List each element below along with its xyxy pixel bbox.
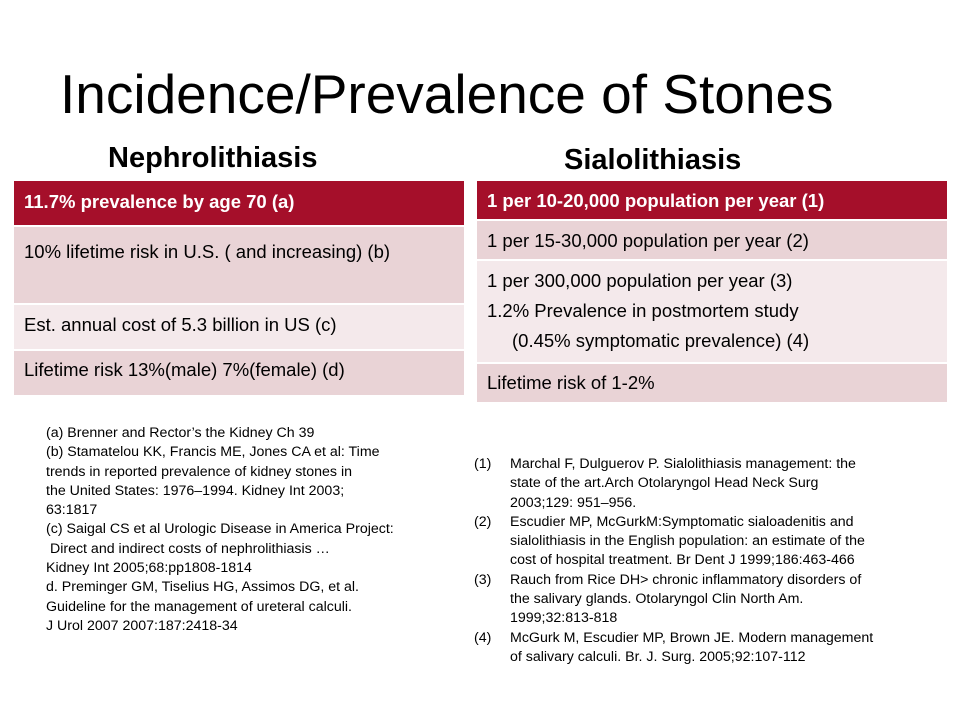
reference-number: (1) (474, 456, 492, 472)
sialolithiasis-references (474, 455, 873, 667)
reference-item (474, 455, 873, 513)
table-row: 1 per 15-30,000 population per year (2) (477, 221, 947, 261)
reference-line: Kidney Int 2005;68:pp1808-1814 (46, 560, 252, 577)
table-row: Est. annual cost of 5.3 billion in US (c) (14, 305, 464, 351)
nephrolithiasis-table (14, 181, 464, 397)
reference-item (474, 513, 873, 571)
reference-number: (3) (474, 571, 492, 588)
reference-line: 63:1817 (46, 502, 98, 519)
sialolithiasis-table (477, 181, 947, 404)
reference-line: 2003;129: 951–956. (510, 494, 637, 511)
reference-line: sialolithiasis in the English population: an estimate of the (510, 533, 865, 550)
nephrolithiasis-references (46, 424, 394, 636)
reference-line: Guideline for the management of ureteral calculi. (46, 598, 352, 615)
reference-line: Marchal F, Dulguerov P. Sialolithiasis management: the (510, 456, 856, 472)
reference-line: trends in reported prevalence of kidney stones in (46, 463, 353, 480)
reference-line: state of the art.Arch Otolaryngol Head Neck Surg (510, 475, 819, 492)
reference-line: Escudier MP, McGurkM:Symptomatic sialoadenitis and (510, 513, 854, 530)
reference-line: 1999;32:813-818 (510, 610, 618, 627)
reference-line: cost of hospital treatment. Br Dent J 1999;186:463-466 (510, 552, 855, 569)
table-row: 10% lifetime risk in U.S. ( and increasing) (b) (14, 227, 464, 305)
reference-number: (2) (474, 513, 492, 530)
reference-line: the United States: 1976–1994. Kidney Int 2003; (46, 482, 345, 499)
reference-item (474, 629, 873, 668)
table-row: Lifetime risk 13%(male) 7%(female) (d) (14, 351, 464, 397)
reference-line: the salivary glands. Otolaryngol Clin North Am. (510, 591, 804, 608)
reference-line: J Urol 2007 2007:187:2418-34 (46, 617, 238, 634)
table-row: Lifetime risk of 1-2% (477, 364, 947, 404)
table-row: 1 per 10-20,000 population per year (1) (477, 181, 947, 221)
reference-line: Rauch from Rice DH> chronic inflammatory disorders of (510, 571, 862, 588)
reference-item (474, 571, 873, 629)
sialolithiasis-heading: Sialolithiasis (564, 144, 742, 176)
reference-line: of salivary calculi. Br. J. Surg. 2005;92:107-112 (510, 648, 806, 665)
reference-number: (4) (474, 629, 492, 646)
table-row (477, 261, 947, 364)
reference-line: (b) Stamatelou KK, Francis ME, Jones CA et al: Time (46, 444, 380, 461)
reference-line: (c) Saigal CS et al Urologic Disease in America Project: (46, 521, 394, 538)
slide-title: Incidence/Prevalence of Stones (60, 63, 834, 125)
table-row-line: 1.2% Prevalence in postmortem study (487, 300, 799, 321)
reference-line: Direct and indirect costs of nephrolithiasis … (46, 540, 330, 557)
table-row-line: 1 per 300,000 population per year (3) (487, 270, 793, 291)
reference-line: (a) Brenner and Rector’s the Kidney Ch 39 (46, 425, 315, 441)
nephrolithiasis-heading: Nephrolithiasis (108, 142, 318, 174)
table-row: 11.7% prevalence by age 70 (a) (14, 181, 464, 227)
reference-line: d. Preminger GM, Tiselius HG, Assimos DG, et al. (46, 579, 359, 596)
reference-line: McGurk M, Escudier MP, Brown JE. Modern management (510, 629, 874, 646)
table-row-line: (0.45% symptomatic prevalence) (4) (512, 330, 810, 351)
